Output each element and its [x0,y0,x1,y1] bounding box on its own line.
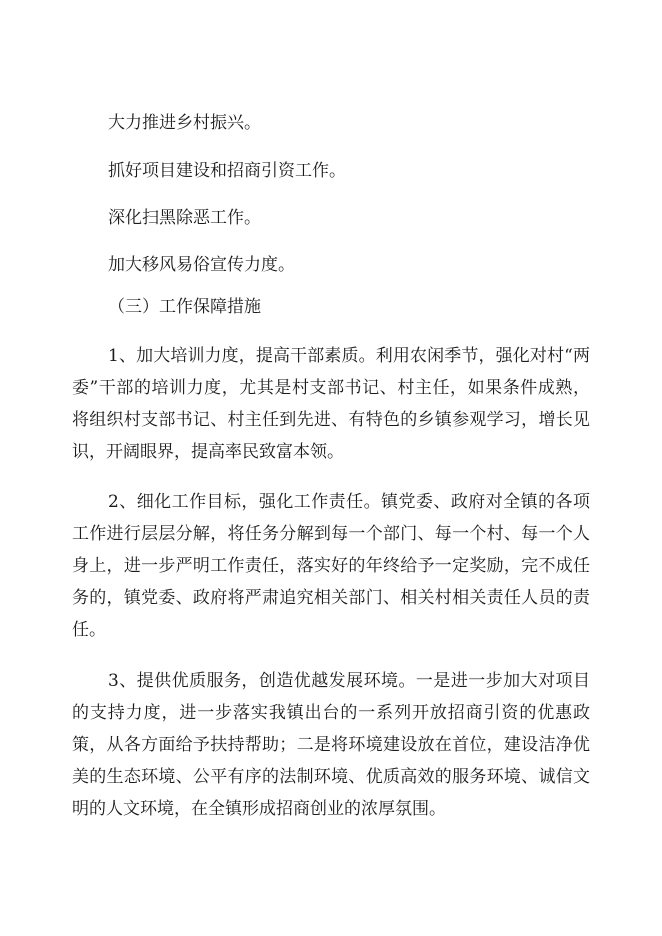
paragraph-responsibility: 2、细化工作目标，强化工作责任。镇党委、政府对全镇的各项工作进行层层分解，将任务分解到每一个部门、每一个村、每一个人身上，进一步严明工作责任，落实好的年终给予一定奖励，完不成任务的，镇党委、政府将严肃追究相关部门、相关村相关责任人员的责任。 [72,492,590,640]
item-rural-revitalization: 大力推进乡村振兴。 [108,113,261,133]
item-project-investment: 抓好项目建设和招商引资工作。 [108,161,346,181]
item-anti-crime: 深化扫黑除恶工作。 [108,208,261,228]
item-customs-reform: 加大移风易俗宣传力度。 [108,255,295,275]
paragraph-service: 3、提供优质服务，创造优越发展环境。一是进一步加大对项目的支持力度，进一步落实我镇出台的一系列开放招商引资的优惠政策，从各方面给予扶持帮助；二是将环境建设放在首位，建设洁净优美的生态环境、公平有序的法制环境、优质高效的服务环境、诚信文明的人文环境，在全镇形成招商创业的浓厚氛围。 [72,671,590,819]
paragraph-training: 1、加大培训力度，提高干部素质。利用农闲季节，强化对村“两委”干部的培训力度，尤其是村支部书记、村主任，如果条件成熟，将组织村支部书记、村主任到先进、有特色的乡镇参观学习，增长见识，开阔眼界，提高率民致富本领。 [72,346,590,462]
section-heading: （三）工作保障措施 [108,297,261,317]
